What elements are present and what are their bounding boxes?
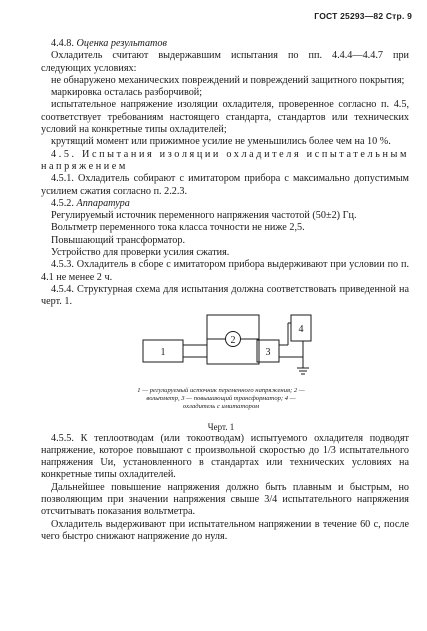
paragraph: Дальнейшее повышение напряжения должно быть плавным и быстрым, но позволяющим при значении напряжения свыше 3/4 испытательного напряжения отсчитывать показания вольтметра. bbox=[41, 481, 409, 518]
block-label: 3 bbox=[265, 346, 271, 358]
section-4-5-2 bbox=[41, 198, 409, 210]
paragraph: маркировка осталась разборчивой; bbox=[51, 87, 203, 99]
block-label: 2 bbox=[230, 334, 236, 346]
equipment-item: Устройство для проверки усилия сжатия. bbox=[51, 247, 230, 259]
section-4-5-5: 4.5.5. К теплоотводам (или токоотводам) испытуемого охладителя подводят напряжение, которое повышают с произвольной скоростью до 1/3 испытательного напряжения Uи, установленного в стандартах или технических условиях на конкретные типы охладителей. bbox=[41, 432, 409, 481]
section-4-5-3: 4.5.3. Охладитель в сборе с имитатором прибора выдерживают при условии по п. 4.1 не менее 2 ч. bbox=[41, 259, 409, 283]
section-4-5-1: 4.5.1. Охладитель собирают с имитатором прибора с максимально допустимым усилием сжатия согласно п. 2.2.3. bbox=[41, 173, 409, 197]
circuit-diagram bbox=[133, 313, 313, 388]
equipment-item: Повышающий трансформатор. bbox=[51, 234, 185, 246]
paragraph: Охладитель выдерживают при испытательном напряжении в течение 60 с, после чего быстро снижают напряжение до нуля. bbox=[41, 518, 409, 542]
section-title: Аппаратура bbox=[76, 197, 130, 209]
diagram-caption: 1 — регулируемый источник переменного напряжения; 2 — вольтметр, 3 — повышающий трансформатор; 4 — охладитель с имитатором bbox=[137, 386, 305, 410]
equipment-item: Регулируемый источник переменного напряжения частотой (50±2) Гц. bbox=[51, 210, 357, 222]
paragraph: Охладитель считают выдержавшим испытания по пп. 4.4.4—4.4.7 при следующих условиях: bbox=[41, 50, 409, 74]
figure-label: Черт. 1 bbox=[207, 421, 235, 432]
equipment-item: Вольтметр переменного тока класса точности не ниже 2,5. bbox=[51, 222, 305, 234]
section-4-4-8 bbox=[41, 38, 409, 50]
section-4-5-heading: 4.5. Испытания изоляции охладителя испытательным напряжением bbox=[41, 148, 409, 172]
document-body bbox=[41, 38, 409, 543]
block-label: 4 bbox=[298, 323, 304, 335]
section-number: 4.4.8. bbox=[51, 38, 74, 49]
paragraph: испытательное напряжение изоляции охладителя, проверенное согласно п. 4.5, соответствует требованиям настоящего стандарта, стандартов или технических условий на конкретные типы охладителей; bbox=[41, 99, 409, 136]
section-4-5-4: 4.5.4. Структурная схема для испытания должна соответствовать приведенной на черт. 1. bbox=[41, 283, 409, 308]
diagram-figure bbox=[41, 313, 409, 433]
block-label: 1 bbox=[160, 346, 166, 358]
paragraph: не обнаружено механических повреждений и повреждений защитного покрытия; bbox=[51, 74, 405, 86]
paragraph: крутящий момент или прижимное усилие не уменьшились более чем на 10 %. bbox=[51, 136, 391, 148]
page-header: ГОСТ 25293—82 Стр. 9 bbox=[314, 11, 412, 21]
section-title: Оценка результатов bbox=[76, 38, 167, 49]
section-number: 4.5.2. bbox=[51, 197, 74, 209]
